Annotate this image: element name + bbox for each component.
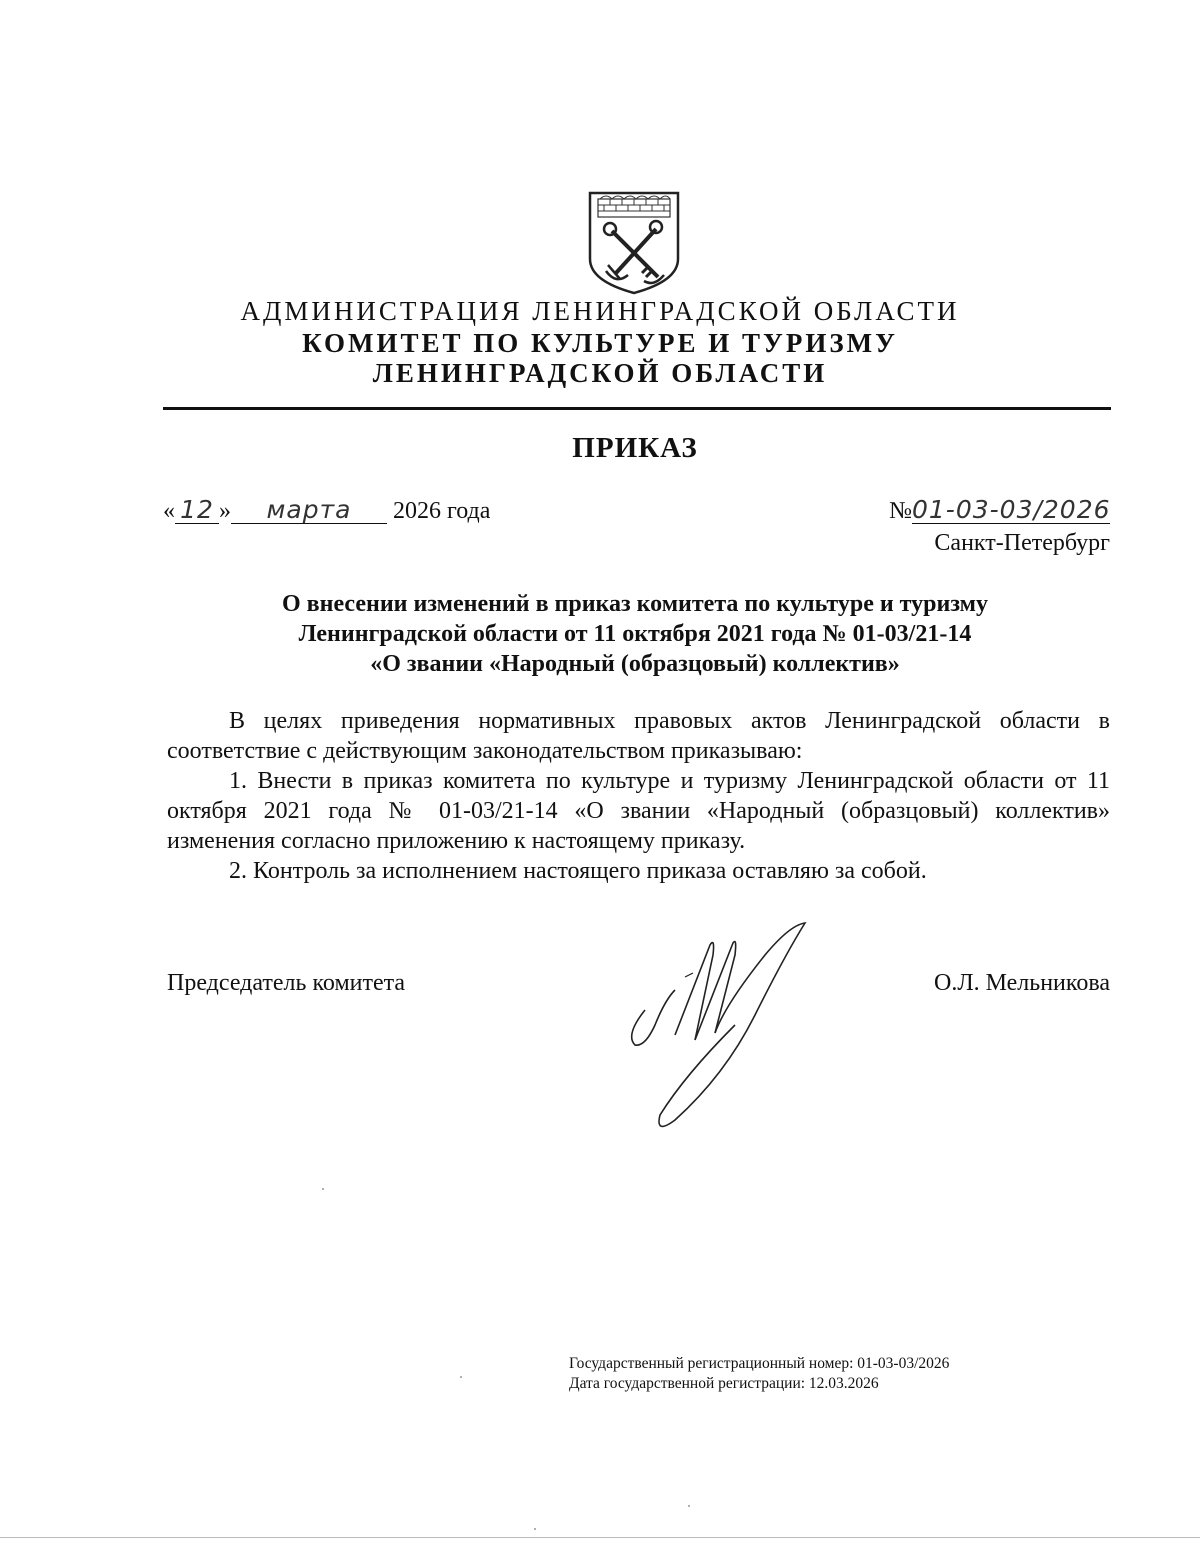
registration-info (569, 1354, 949, 1394)
signer-role: Председатель комитета (167, 970, 406, 996)
document-body (167, 706, 1110, 886)
date-month-handwritten: марта (231, 497, 387, 524)
registration-date: Дата государственной регистрации: 12.03.2026 (569, 1375, 879, 1392)
date-close-quote: » (219, 498, 231, 524)
date-open-quote: « (163, 498, 175, 524)
date-year-text: 2026 года (393, 498, 491, 524)
scan-speck (322, 1188, 324, 1190)
document-city: Санкт-Петербург (934, 530, 1110, 556)
scan-speck (460, 1376, 462, 1378)
scan-speck (688, 1505, 690, 1507)
subject-line-3: «О звании «Народный (образцовый) коллектив» (370, 651, 900, 677)
number-prefix: № (889, 498, 912, 524)
scan-speck (534, 1528, 536, 1530)
signer-name: О.Л. Мельникова (933, 970, 1110, 996)
body-preamble: В целях приведения нормативных правовых актов Ленинградской области в соответствие с действующим законодательством приказываю: (167, 708, 1110, 764)
document-subject (170, 589, 1100, 679)
org-name-line-3: ЛЕНИНГРАДСКОЙ ОБЛАСТИ (372, 358, 828, 388)
subject-line-2: Ленинградской области от 11 октября 2021 года № 01-03/21-14 (298, 621, 972, 647)
registration-number: Государственный регистрационный номер: 01-03-03/2026 (569, 1355, 950, 1372)
coat-of-arms-icon (586, 189, 682, 295)
document-date (163, 497, 490, 525)
body-item-1: 1. Внести в приказ комитета по культуре и туризму Ленинградской области от 11 октября 2021 года № 01-03/21-14 «О звании «Народный (образцовый) коллектив» изменения согласно приложению к настоящему приказу. (167, 768, 1110, 854)
org-name-line-2: КОМИТЕТ ПО КУЛЬТУРЕ И ТУРИЗМУ (302, 328, 898, 358)
subject-line-1: О внесении изменений в приказ комитета по культуре и туризму (282, 591, 988, 617)
body-item-2: 2. Контроль за исполнением настоящего приказа оставляю за собой. (229, 858, 927, 884)
document-type-title: ПРИКАЗ (572, 432, 698, 464)
document-number (889, 497, 1110, 525)
header-divider (163, 407, 1111, 410)
org-name-line-1: АДМИНИСТРАЦИЯ ЛЕНИНГРАДСКОЙ ОБЛАСТИ (240, 296, 960, 326)
date-day-handwritten: 12 (175, 497, 219, 524)
handwritten-signature (615, 915, 825, 1135)
page-bottom-edge (0, 1537, 1200, 1538)
number-handwritten: 01-03-03/2026 (912, 495, 1111, 524)
